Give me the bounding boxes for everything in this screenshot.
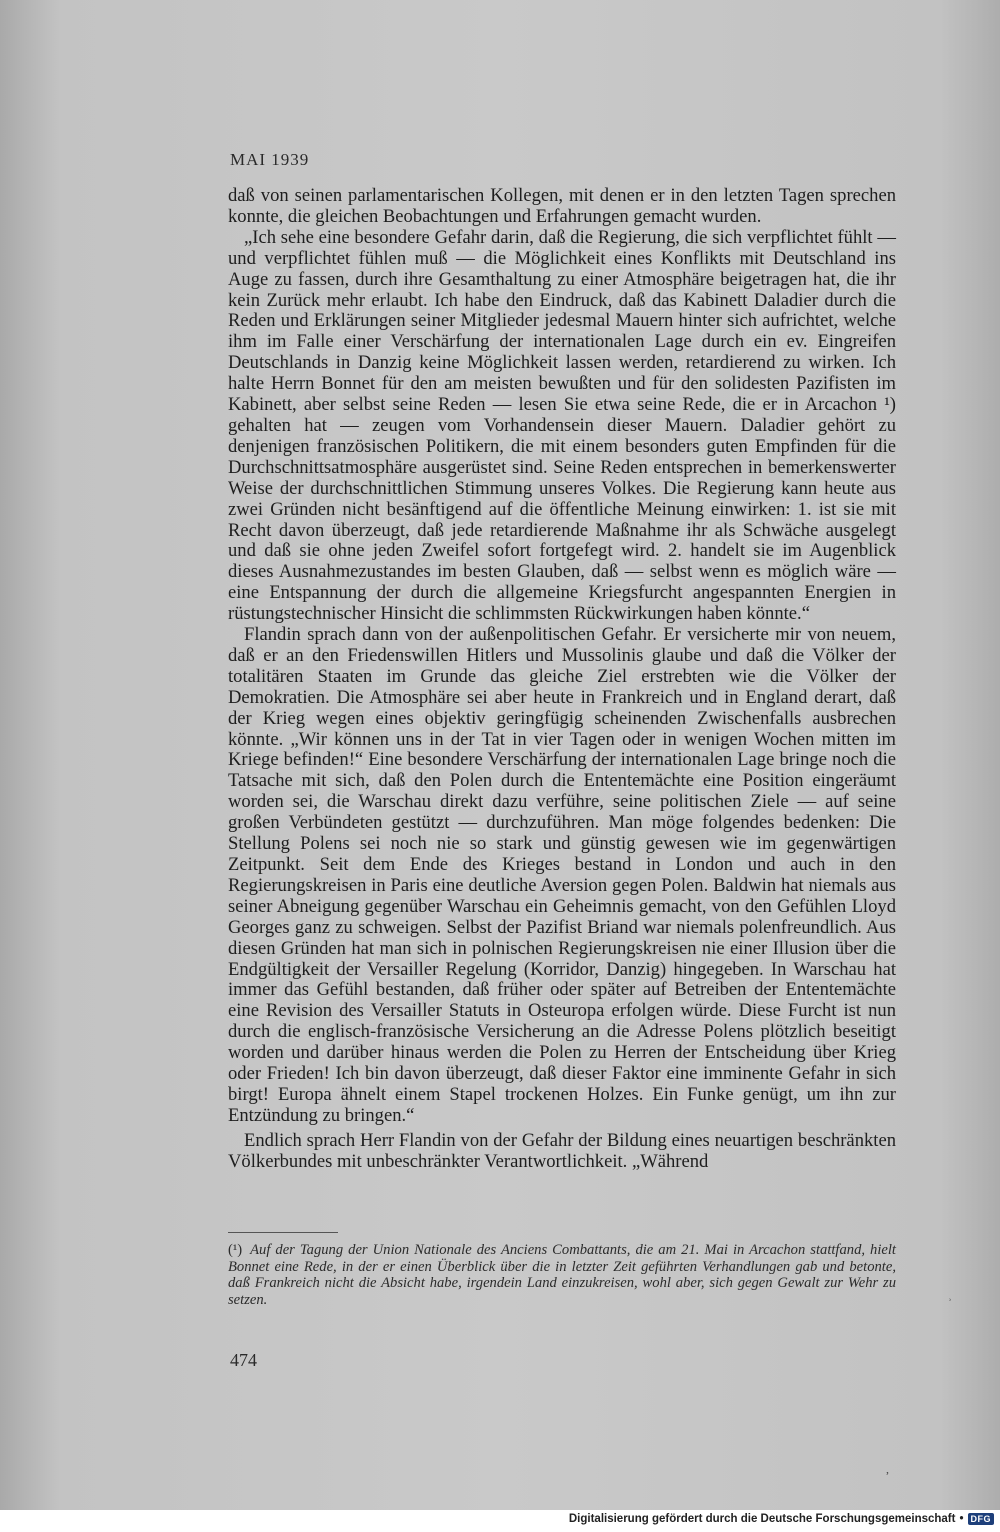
footnote-text: Auf der Tagung der Union Nationale des Anciens Combattants, die am 21. Mai in Arcachon stattfand, hielt Bonnet eine Rede, in der er einen Überblick über die in letzter Zeit geführten Verhandlungen gab und betonte, daß Frankreich nicht die Absicht habe, irgendein Land einzukreisen, wohl aber, sich gegen Gewalt zur Wehr zu setzen. bbox=[228, 1242, 896, 1308]
footnote-divider bbox=[228, 1232, 338, 1233]
dfg-logo-icon: DFG bbox=[968, 1513, 995, 1525]
paragraph: Endlich sprach Herr Flandin von der Gefahr der Bildung eines neuartigen beschränkten Völkerbundes mit unbeschränkter Verantwortlichkeit. „Während bbox=[228, 1129, 896, 1172]
footnote bbox=[228, 1242, 896, 1308]
scan-mark: , bbox=[886, 1462, 889, 1476]
body-text bbox=[228, 186, 896, 1173]
paragraph: daß von seinen parlamentarischen Kollegen, mit denen er in den letzten Tagen sprechen konnte, die gleichen Beobachtungen und Erfahrungen gemacht wurden. bbox=[228, 185, 896, 227]
page-number: 474 bbox=[230, 1350, 257, 1370]
running-header: MAI 1939 bbox=[230, 150, 310, 169]
paragraph: „Ich sehe eine besondere Gefahr darin, daß die Regierung, die sich verpflichtet fühlt — und verpflichtet fühlen muß — die Möglichkeit eines Konflikts mit Deutschland ins Auge zu fassen, durch ihre Gesamthaltung zu einer Atmosphäre beigetragen hat, die ihr kein Zurück mehr erlaubt. Ich habe den Eindruck, daß das Kabinett Daladier durch die Reden und Erklärungen seiner Mitglieder jedesmal Mauern hinter sich aufrichtet, welche ihm im Falle einer Verschärfung der internationalen Lage durch ein ev. Eingreifen Deutschlands in Danzig keine Möglichkeit lassen werden, retardierend zu wirken. Ich halte Herrn Bonnet für den am meisten bewußten und für den solidesten Pazifisten im Kabinett, aber selbst seine Reden — lesen Sie etwa seine Rede, die er in Arcachon ¹) gehalten hat — zeugen vom Vorhandensein dieser Mauern. Daladier gehört zu denjenigen französischen Politikern, die mit einem besonders guten Empfinden für die Durchschnittsatmosphäre ausgerüstet sind. Seine Reden entsprechen in bemerkenswerter Weise der durchschnittlichen Stimmung unseres Volkes. Die Regierung kann heute aus zwei Gründen nicht besänftigend auf die öffentliche Meinung einwirken: 1. ist sie mit Recht davon überzeugt, daß jede retardierende Maßnahme ihr als Schwäche ausgelegt und daß sie ohne jeden Zweifel sofort fortgefegt wird. 2. handelt sie im Augenblick dieses Ausnahmezustandes im besten Glauben, daß — selbst wenn es möglich wäre — eine Entspannung der durch die allgemeine Kriegsfurcht angespannten Energien in rüstungstechnischer Hinsicht die schlimmsten Rückwirkungen haben könnte.“ bbox=[228, 226, 896, 625]
credit-text: Digitalisierung gefördert durch die Deutsche Forschungsgemeinschaft bbox=[568, 1513, 956, 1525]
scan-mark: ʾ bbox=[948, 1296, 952, 1310]
footnote-marker: (¹) bbox=[228, 1242, 243, 1258]
footer-bar bbox=[0, 1510, 1000, 1532]
digitization-credit bbox=[569, 1513, 994, 1525]
paragraph: Flandin sprach dann von der außenpolitischen Gefahr. Er versicherte mir von neuem, daß er an den Friedenswillen Hitlers und Mussolinis glaube und daß die Völker der totalitären Staaten im Grunde das gleiche Ziel erstrebten wie die Völker der Demokratien. Die Atmosphäre sei aber heute in Frankreich und in England derart, daß der Krieg wegen eines objektiv geringfügig scheinenden Zwischenfalls ausbrechen könnte. „Wir können uns in der Tat in vier Tagen oder in wenigen Wochen mitten im Kriege befinden!“ Eine besondere Verschärfung der internationalen Lage bringe noch die Tatsache mit sich, daß den Polen durch die Ententemächte eine Position eingeräumt worden sei, die Warschau direkt dazu verführe, seine politischen Ziele — auf seine großen Verbündeten gestützt — durchzuführen. Man möge folgendes bedenken: Die Stellung Polens sei noch nie so stark und günstig gewesen wie im gegenwärtigen Zeitpunkt. Seit dem Ende des Krieges bestand in London und auch in den Regierungskreisen in Paris eine deutliche Aversion gegen Polen. Baldwin hat niemals aus seiner Abneigung gegenüber Warschau ein Geheimnis gemacht, von den Gefühlen Lloyd Georges ganz zu schweigen. Selbst der Pazifist Briand war niemals polenfreundlich. Aus diesen Gründen hat man sich in polnischen Regierungskreisen nie einer Illusion über die Endgültigkeit der Versailler Regelung (Korridor, Danzig) hingegeben. In Warschau hat immer das Gefühl bestanden, daß früher oder später auf Betreiben der Ententemächte eine Revision des Versailler Statuts in Osteuropa erfolgen würde. Diese Furcht ist nun durch die englisch-französische Versicherung an die Adresse Polens plötzlich beseitigt worden und darüber hinaus werden die Polen zu Herren der Entscheidung über Krieg oder Frieden! Ich bin davon überzeugt, daß dieser Faktor eine imminente Gefahr in sich birgt! Europa ähnelt einem Stapel trockenen Holzes. Ein Funke genügt, um ihn zur Entzündung zu bringen.“ bbox=[228, 624, 896, 1126]
credit-separator: • bbox=[959, 1513, 964, 1525]
